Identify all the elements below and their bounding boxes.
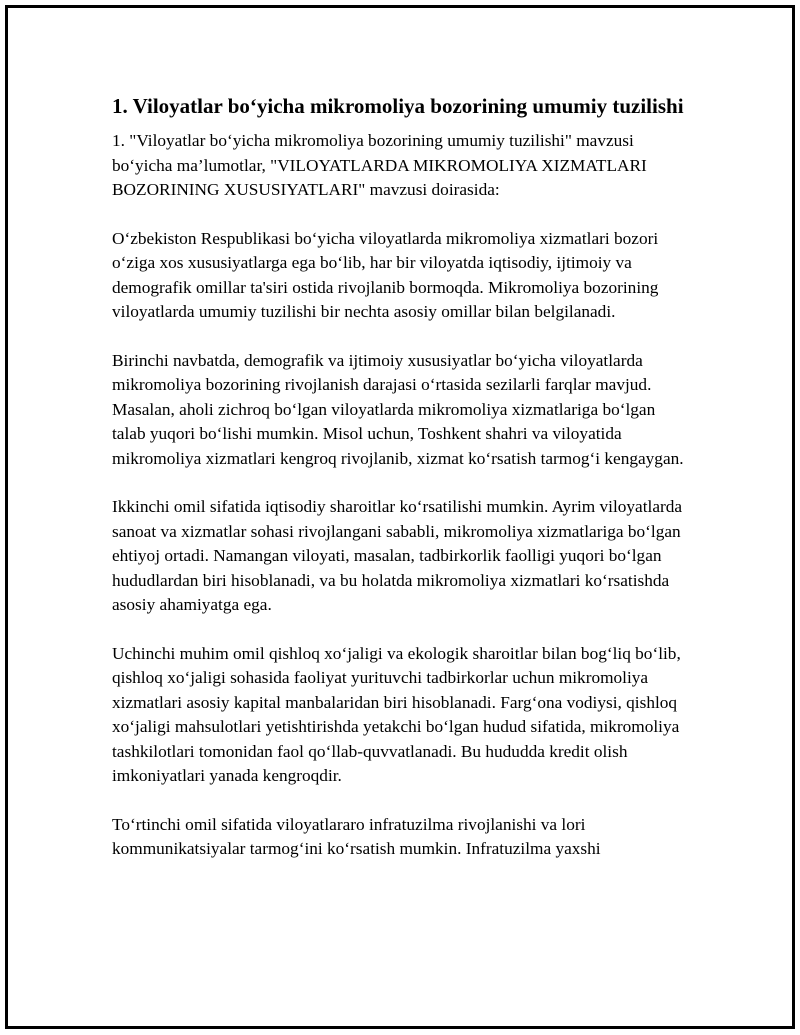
section-heading: 1. Viloyatlar bo‘yicha mikromoliya bozorining umumiy tuzilishi bbox=[112, 94, 684, 118]
document-body bbox=[112, 92, 692, 886]
demographic-factor-paragraph: Birinchi navbatda, demografik va ijtimoiy xususiyatlar bo‘yicha viloyatlarda mikromoliya bozorining rivojlanish darajasi o‘rtasida sezilarli farqlar mavjud. Masalan, aholi zichroq bo‘lgan viloyatlarda mikromoliya xizmatlariga bo‘lgan talab yuqori bo‘lishi mumkin. Misol uchun, Toshkent shahri va viloyatida mikromoliya xizmatlari kengroq rivojlanib, xizmat ko‘rsatish tarmog‘i kengaygan. bbox=[112, 350, 684, 468]
infrastructure-factor-paragraph: To‘rtinchi omil sifatida viloyatlararo infratuzilma rivojlanishi va lori kommunikatsiyalar tarmog‘ini ko‘rsatish mumkin. Infratuzilma yaxshi bbox=[112, 814, 601, 858]
overview-paragraph: O‘zbekiston Respublikasi bo‘yicha viloyatlarda mikromoliya xizmatlari bozori o‘ziga xos xususiyatlarga ega bo‘lib, har bir viloyatda iqtisodiy, ijtimoiy va demografik omillar ta'siri ostida rivojlanib bormoqda. Mikromoliya bozorining viloyatlarda umumiy tuzilishi bir nechta asosiy omillar bilan belgilanadi. bbox=[112, 228, 659, 321]
agriculture-factor-paragraph: Uchinchi muhim omil qishloq xo‘jaligi va ekologik sharoitlar bilan bog‘liq bo‘lib, qishloq xo‘jaligi sohasida faoliyat yurituvchi tadbirkorlar uchun mikromoliya xizmatlari asosiy kapital manbalaridan biri hisoblanadi. Farg‘ona vodiysi, qishloq xo‘jaligi mahsulotlari yetishtirishda yetakchi bo‘lgan hudud sifatida, mikromoliya tashkilotlari tomonidan faol qo‘llab-quvvatlanadi. Bu hududda kredit olish imkoniyatlari yanada kengroqdir. bbox=[112, 643, 681, 785]
economic-factor-paragraph: Ikkinchi omil sifatida iqtisodiy sharoitlar ko‘rsatilishi mumkin. Ayrim viloyatlarda sanoat va xizmatlar sohasi rivojlangani sababli, mikromoliya xizmatlariga bo‘lgan ehtiyoj ortadi. Namangan viloyati, masalan, tadbirkorlik faolligi yuqori bo‘lgan hududlardan biri hisoblanadi, va bu holatda mikromoliya xizmatlari ko‘rsatishda asosiy ahamiyatga ega. bbox=[112, 497, 683, 614]
intro-paragraph: 1. "Viloyatlar bo‘yicha mikromoliya bozorining umumiy tuzilishi" mavzusi bo‘yicha ma’lumotlar, "VILOYATLARDA MIKROMOLIYA XIZMATLARI BOZORINING XUSUSIYATLARI" mavzusi doirasida: bbox=[112, 131, 647, 199]
